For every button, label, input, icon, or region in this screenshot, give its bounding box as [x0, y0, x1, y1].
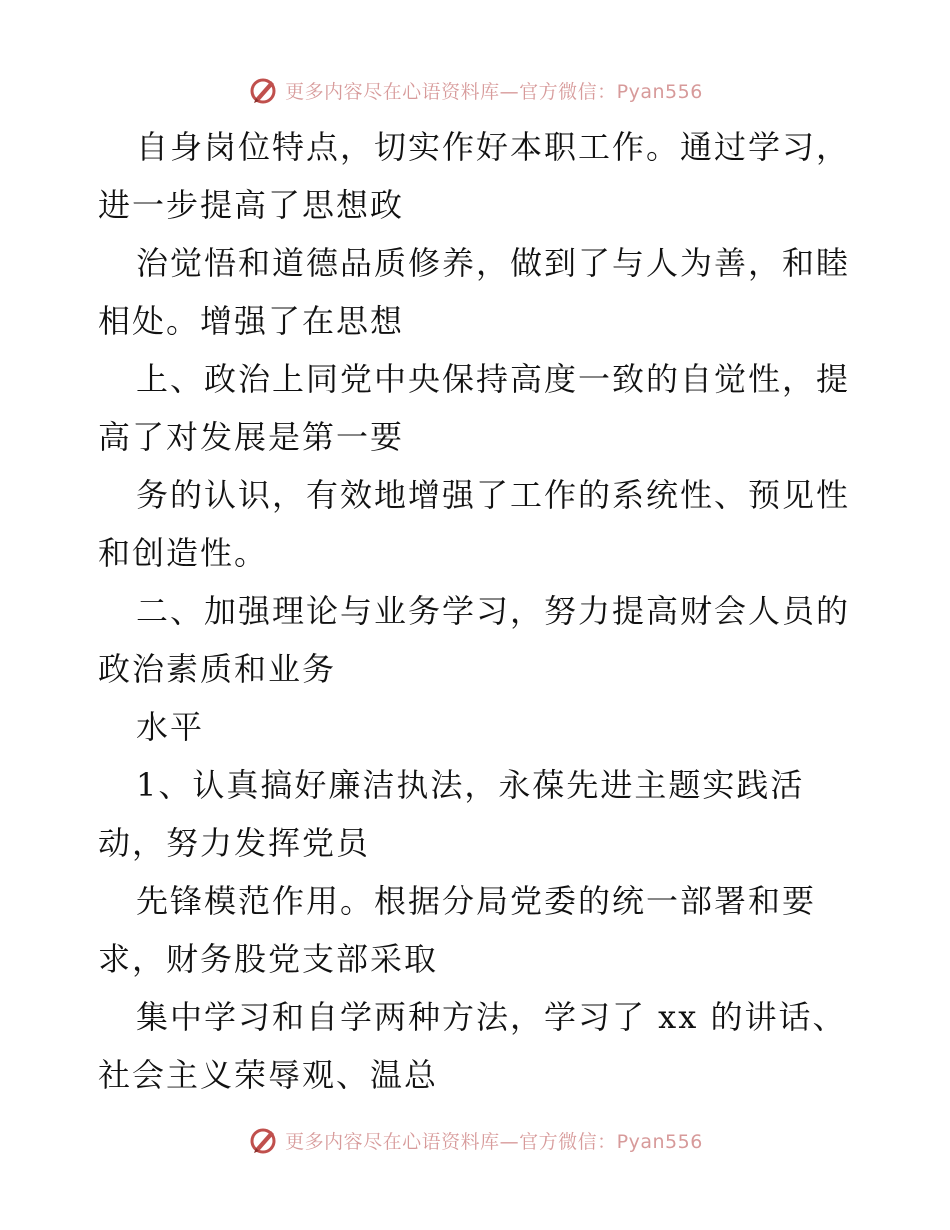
- text-line: 水平: [136, 708, 205, 746]
- text-line: 自身岗位特点，切实作好本职工作。通过学习，: [136, 128, 851, 166]
- watermark-text: 更多内容尽在心语资料库—官方微信：Pyan556: [285, 80, 703, 103]
- pen-logo-icon: [247, 74, 279, 106]
- text-line: 先锋模范作用。根据分局党委的统一部署和要: [136, 882, 817, 920]
- text-line: 和创造性。: [98, 534, 269, 572]
- text-line: 二、加强理论与业务学习，努力提高财会人员的: [136, 592, 851, 630]
- text-line: 务的认识，有效地增强了工作的系统性、预见性: [136, 476, 851, 514]
- text-line: 高了对发展是第一要: [98, 418, 405, 456]
- document-body: [98, 118, 858, 1104]
- text-line: 1、认真搞好廉洁执法，永葆先进主题实践活: [136, 766, 805, 804]
- text-line: 治觉悟和道德品质修养，做到了与人为善，和睦: [136, 244, 851, 282]
- text-line: 进一步提高了思想政: [98, 186, 405, 224]
- text-line: 相处。增强了在思想: [98, 302, 405, 340]
- header-watermark: [0, 70, 950, 110]
- text-line: 政治素质和业务: [98, 650, 337, 688]
- pen-logo-icon: [247, 1124, 279, 1156]
- text-line: 上、政治上同党中央保持高度一致的自觉性，提: [136, 360, 851, 398]
- text-line: 求，财务股党支部采取: [98, 940, 439, 978]
- text-line: 动，努力发挥党员: [98, 824, 371, 862]
- watermark-text: 更多内容尽在心语资料库—官方微信：Pyan556: [285, 1130, 703, 1153]
- text-line: 社会主义荣辱观、温总: [98, 1056, 439, 1094]
- text-line: 集中学习和自学两种方法，学习了 xx 的讲话、: [136, 998, 847, 1036]
- footer-watermark: [0, 1120, 950, 1160]
